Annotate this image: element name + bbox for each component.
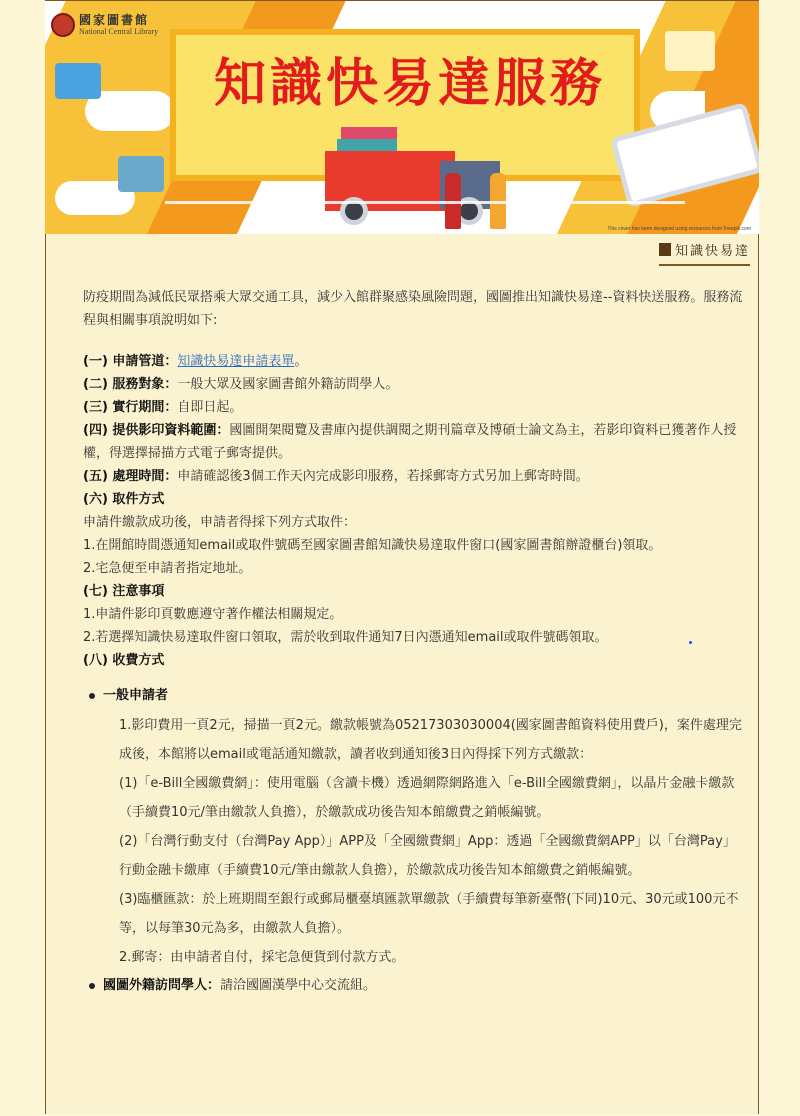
service-period: (三) 實行期間：自即日起。 <box>83 400 243 415</box>
main-content <box>83 286 743 997</box>
copy-scope: (四) 提供影印資料範圍：國圖開架閱覽及書庫內提供調閱之期刊篇章及博碩士論文為主，若影印資料已獲著作人授權，得選擇掃描方式電子郵寄提供。 <box>83 423 737 461</box>
fee-heading: (八) 收費方式 <box>83 653 165 668</box>
image-credit: This cover has been designed using resources from Freepik.com <box>607 226 751 232</box>
pickup-option-2: 2.宅急便至申請者指定地址。 <box>83 561 252 576</box>
apply-channel: (一) 申請管道：知識快易達申請表單。 <box>83 354 308 369</box>
service-banner <box>45 0 759 234</box>
application-form-link[interactable]: 知識快易達申請表單 <box>177 354 295 369</box>
fee-method-taiwanpay: (2)「台灣行動支付（台灣Pay App）」APP及「全國繳費網」App：透過「全國繳費網APP」以「台灣Pay」行動金融卡繳庫（手續費10元/筆由繳款人負擔），於繳款成功後告知本館繳費之銷帳編號。 <box>119 834 736 878</box>
lightbulb-icon <box>55 63 101 99</box>
player-bar <box>165 201 685 204</box>
foreign-scholar-text: 請洽國圖漢學中心交流組。 <box>220 978 377 993</box>
ncl-seal-icon <box>51 13 75 37</box>
books-illustration <box>337 139 397 151</box>
fee-rule-1: 1.影印費用一頁2元，掃描一頁2元。繳款帳號為05217303030004(國家圖書館資料使用費戶)，案件處理完成後，本館將以email或電話通知繳款，讀者收到通知後3日內得採下列方式繳款： <box>119 718 742 762</box>
foreign-scholar-label: 國圖外籍訪問學人： <box>103 978 221 993</box>
globe-icon <box>118 156 164 192</box>
square-icon <box>659 243 671 256</box>
pickup-heading: (六) 取件方式 <box>83 492 165 507</box>
section-tag-label: 知識快易達 <box>674 244 750 259</box>
fee-rule-2: 2.郵寄：由申請者自付，採宅急便貨到付款方式。 <box>119 950 405 965</box>
search-icon <box>665 31 715 71</box>
banner-title: 知識快易達服務 <box>213 54 606 114</box>
intro-paragraph: 防疫期間為減低民眾搭乘大眾交通工具，減少入館群聚感染風險問題，國圖推出知識快易達--資料快送服務。服務流程與相關事項說明如下: <box>83 290 743 328</box>
fee-method-counter: (3)臨櫃匯款：於上班期間至銀行或郵局櫃臺填匯款單繳款（手續費每筆新臺幣(下同)10元、30元或100元不等，以每筆30元為多，由繳款人負擔）。 <box>119 892 739 936</box>
general-applicant-heading: 一般申請者 <box>103 688 169 703</box>
note-1: 1.申請件影印頁數應遵守著作權法相關規定。 <box>83 607 343 622</box>
fee-list <box>83 684 743 997</box>
list-item <box>103 684 743 972</box>
service-target: (二) 服務對象：一般大眾及國家圖書館外籍訪問學人。 <box>83 377 399 392</box>
ncl-logo: 國家圖書館 National Central Library <box>51 13 158 37</box>
section-tag <box>659 240 750 266</box>
processing-time: (五) 處理時間：申請確認後3個工作天內完成影印服務，若採郵寄方式另加上郵寄時間。 <box>83 469 589 484</box>
pickup-option-1: 1.在開館時間憑通知email或取件號碼至國家圖書館知識快易達取件窗口(國家圖書館辦證櫃台)領取。 <box>83 538 662 553</box>
note-2: 2.若選擇知識快易達取件窗口領取，需於收到取件通知7日內憑通知email或取件號碼領取。 <box>83 630 608 645</box>
pickup-intro: 申請件繳款成功後，申請者得採下列方式取件： <box>83 515 357 530</box>
list-item <box>103 974 743 997</box>
stray-dot <box>689 641 692 644</box>
fee-method-ebill: (1)「e-Bill全國繳費網」：使用電腦（含讀卡機）透過網際網路進入「e-Bill全國繳費網」，以晶片金融卡繳款（手續費10元/筆由繳款人負擔），於繳款成功後告知本館繳費之銷帳編號。 <box>119 776 735 820</box>
notes-heading: (七) 注意事項 <box>83 584 165 599</box>
